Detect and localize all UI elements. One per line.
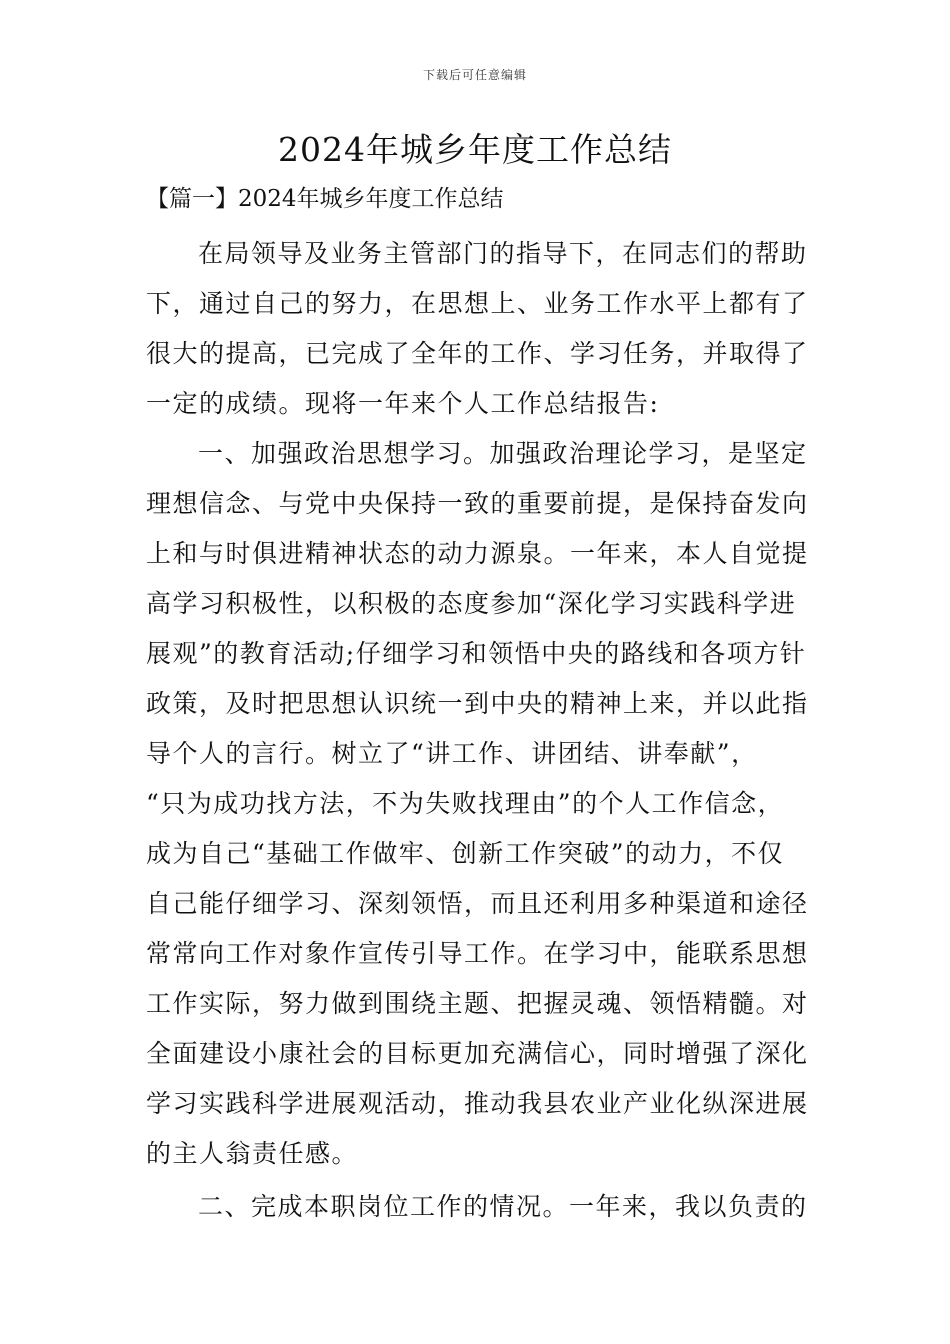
- paragraph-line: “只为成功找方法，不为失败找理由”的个人工作信念，: [146, 789, 785, 818]
- paragraph-line: 高学习积极性，以积极的态度参加“深化学习实践科学进: [146, 589, 797, 618]
- paragraph-line: 自己能仔细学习、深刻领悟，而且还利用多种渠道和途径: [146, 889, 809, 918]
- paragraph-line: 在局领导及业务主管部门的指导下，在同志们的帮助: [198, 239, 808, 268]
- paragraph-line: 一、加强政治思想学习。加强政治理论学习，是坚定: [198, 439, 808, 468]
- paragraph-line: 学习实践科学进展观活动，推动我县农业产业化纵深进展: [146, 1089, 809, 1118]
- section-heading: 【篇一】2024年城乡年度工作总结: [146, 186, 504, 212]
- paragraph-line: 的主人翁责任感。: [146, 1139, 359, 1168]
- document-title: 2024年城乡年度工作总结: [278, 130, 672, 169]
- body-text: [146, 229, 809, 1232]
- paragraph-line: 导个人的言行。树立了“讲工作、讲团结、讲奉献”，: [146, 739, 758, 768]
- paragraph-line: 成为自己“基础工作做牢、创新工作突破”的动力，不仅: [146, 839, 785, 868]
- header-note: 下载后可任意编辑: [422, 68, 527, 82]
- paragraph-line: 全面建设小康社会的目标更加充满信心，同时增强了深化: [146, 1039, 809, 1068]
- paragraph-line: 二、完成本职岗位工作的情况。一年来，我以负责的: [198, 1192, 808, 1221]
- paragraph-line: 工作实际，努力做到围绕主题、把握灵魂、领悟精髓。对: [146, 989, 809, 1018]
- paragraph-line: 政策，及时把思想认识统一到中央的精神上来，并以此指: [146, 689, 809, 718]
- paragraph-line: 下，通过自己的努力，在思想上、业务工作水平上都有了: [146, 289, 809, 318]
- paragraph-line: 一定的成绩。现将一年来个人工作总结报告:: [146, 389, 660, 418]
- paragraph-line: 常常向工作对象作宣传引导工作。在学习中，能联系思想: [146, 939, 809, 968]
- paragraph-line: 展观”的教育活动;仔细学习和领悟中央的路线和各项方针: [146, 639, 807, 668]
- paragraph-line: 理想信念、与党中央保持一致的重要前提，是保持奋发向: [146, 489, 809, 518]
- paragraph-line: 上和与时俱进精神状态的动力源泉。一年来，本人自觉提: [146, 539, 809, 568]
- paragraph-line: 很大的提高，已完成了全年的工作、学习任务，并取得了: [146, 339, 809, 368]
